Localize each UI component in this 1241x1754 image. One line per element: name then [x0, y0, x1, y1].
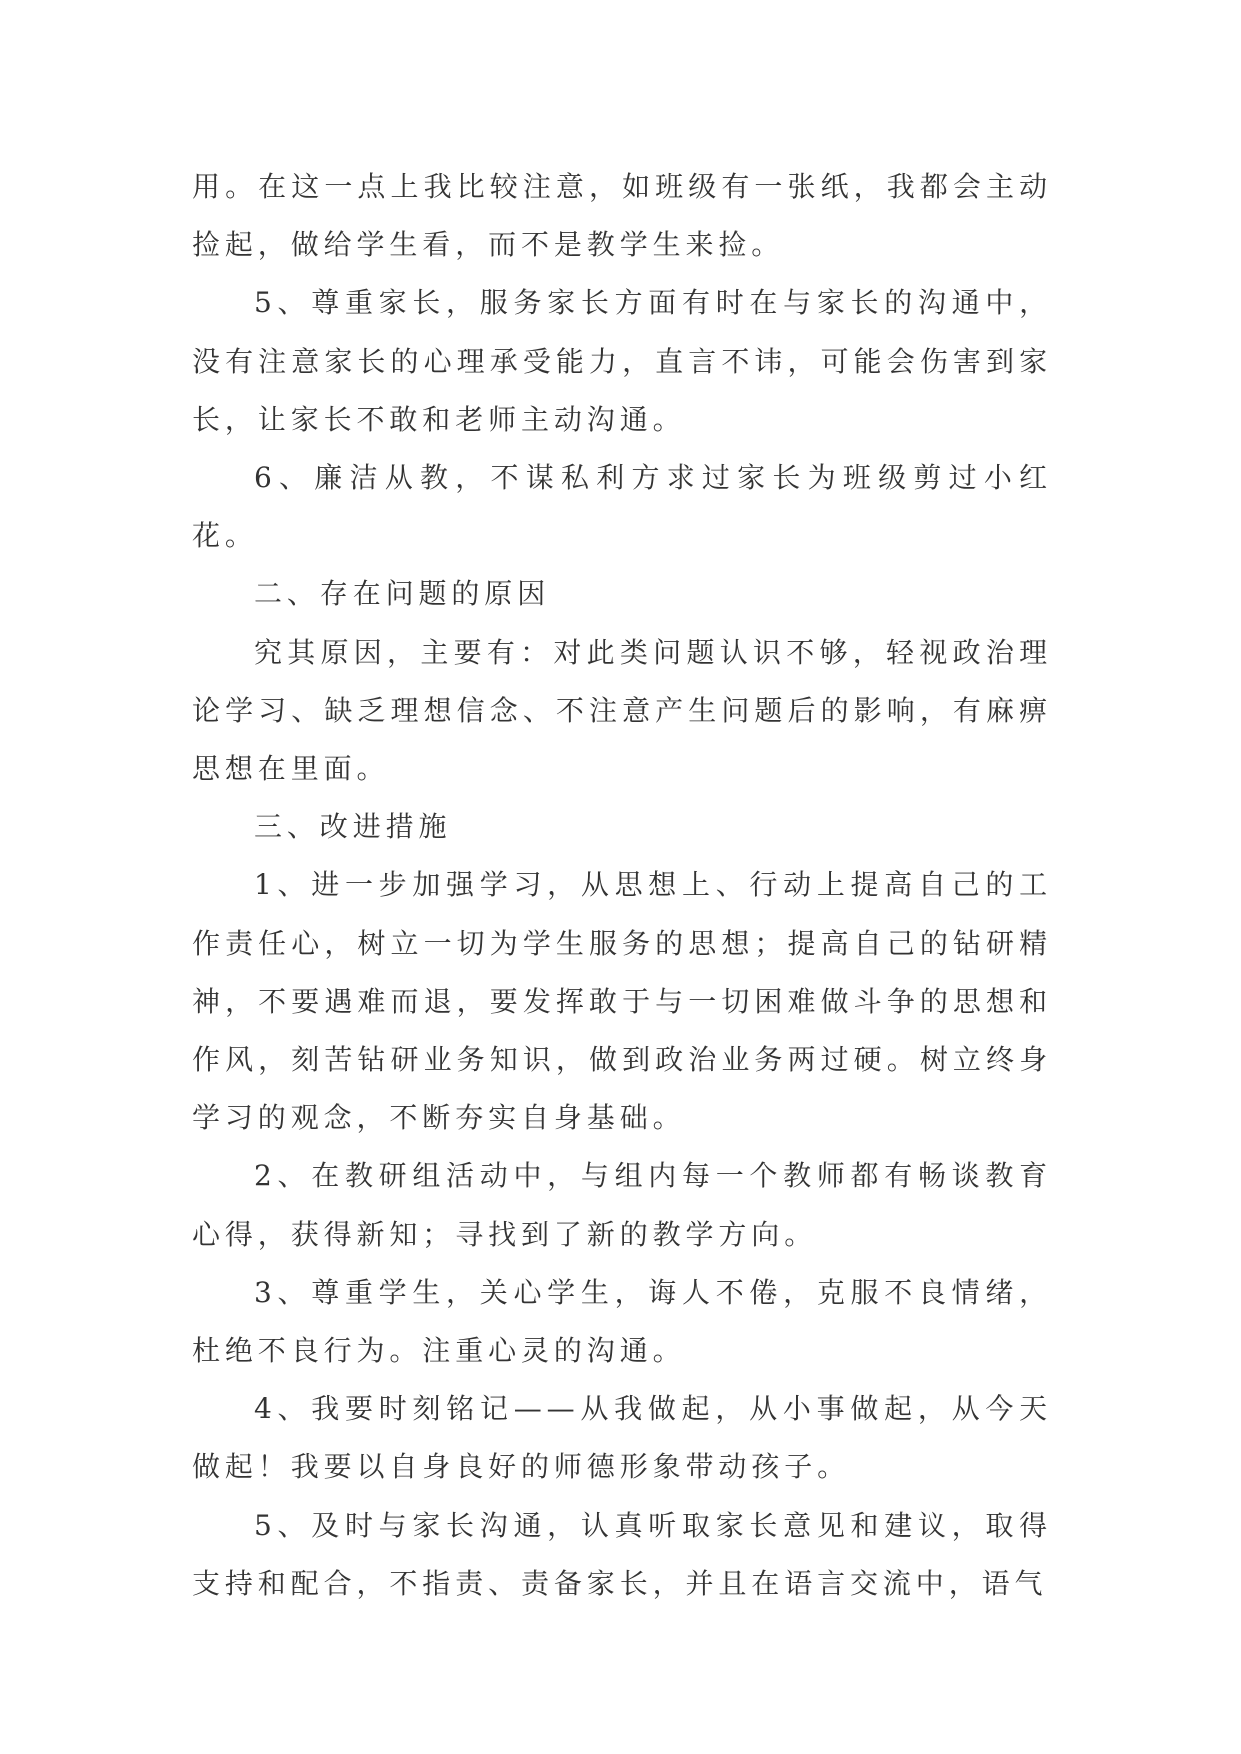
- paragraph: 究其原因，主要有：对此类问题认识不够，轻视政治理论学习、缺乏理想信念、不注意产生问题后的影响，有麻痹思想在里面。: [192, 635, 1052, 786]
- paragraph: 5、及时与家长沟通，认真听取家长意见和建议，取得支持和配合，不指责、责备家长，并且在语言交流中，语气: [192, 1508, 1052, 1600]
- paragraph: 4、我要时刻铭记——从我做起，从小事做起，从今天做起！我要以自身良好的师德形象带动孩子。: [192, 1392, 1052, 1484]
- document-body: [192, 158, 1052, 1613]
- section-heading: 二、存在问题的原因: [254, 577, 551, 611]
- paragraph: 6、廉洁从教，不谋私利方求过家长为班级剪过小红花。: [192, 461, 1052, 553]
- paragraph: 1、进一步加强学习，从思想上、行动上提高自己的工作责任心，树立一切为学生服务的思想；提高自己的钻研精神，不要遇难而退，要发挥敢于与一切困难做斗争的思想和作风，刻苦钻研业务知识，做到政治业务两过硬。树立终身学习的观念，不断夯实自身基础。: [192, 868, 1052, 1135]
- paragraph: 3、尊重学生，关心学生，诲人不倦，克服不良情绪，杜绝不良行为。注重心灵的沟通。: [192, 1275, 1052, 1368]
- paragraph: 2、在教研组活动中，与组内每一个教师都有畅谈教育心得，获得新知；寻找到了新的教学方向。: [192, 1159, 1052, 1251]
- section-heading: 三、改进措施: [254, 810, 452, 844]
- paragraph: 5、尊重家长，服务家长方面有时在与家长的沟通中，没有注意家长的心理承受能力，直言不讳，可能会伤害到家长，让家长不敢和老师主动沟通。: [192, 286, 1052, 436]
- paragraph: 用。在这一点上我比较注意，如班级有一张纸，我都会主动捡起，做给学生看，而不是教学生来捡。: [192, 170, 1052, 262]
